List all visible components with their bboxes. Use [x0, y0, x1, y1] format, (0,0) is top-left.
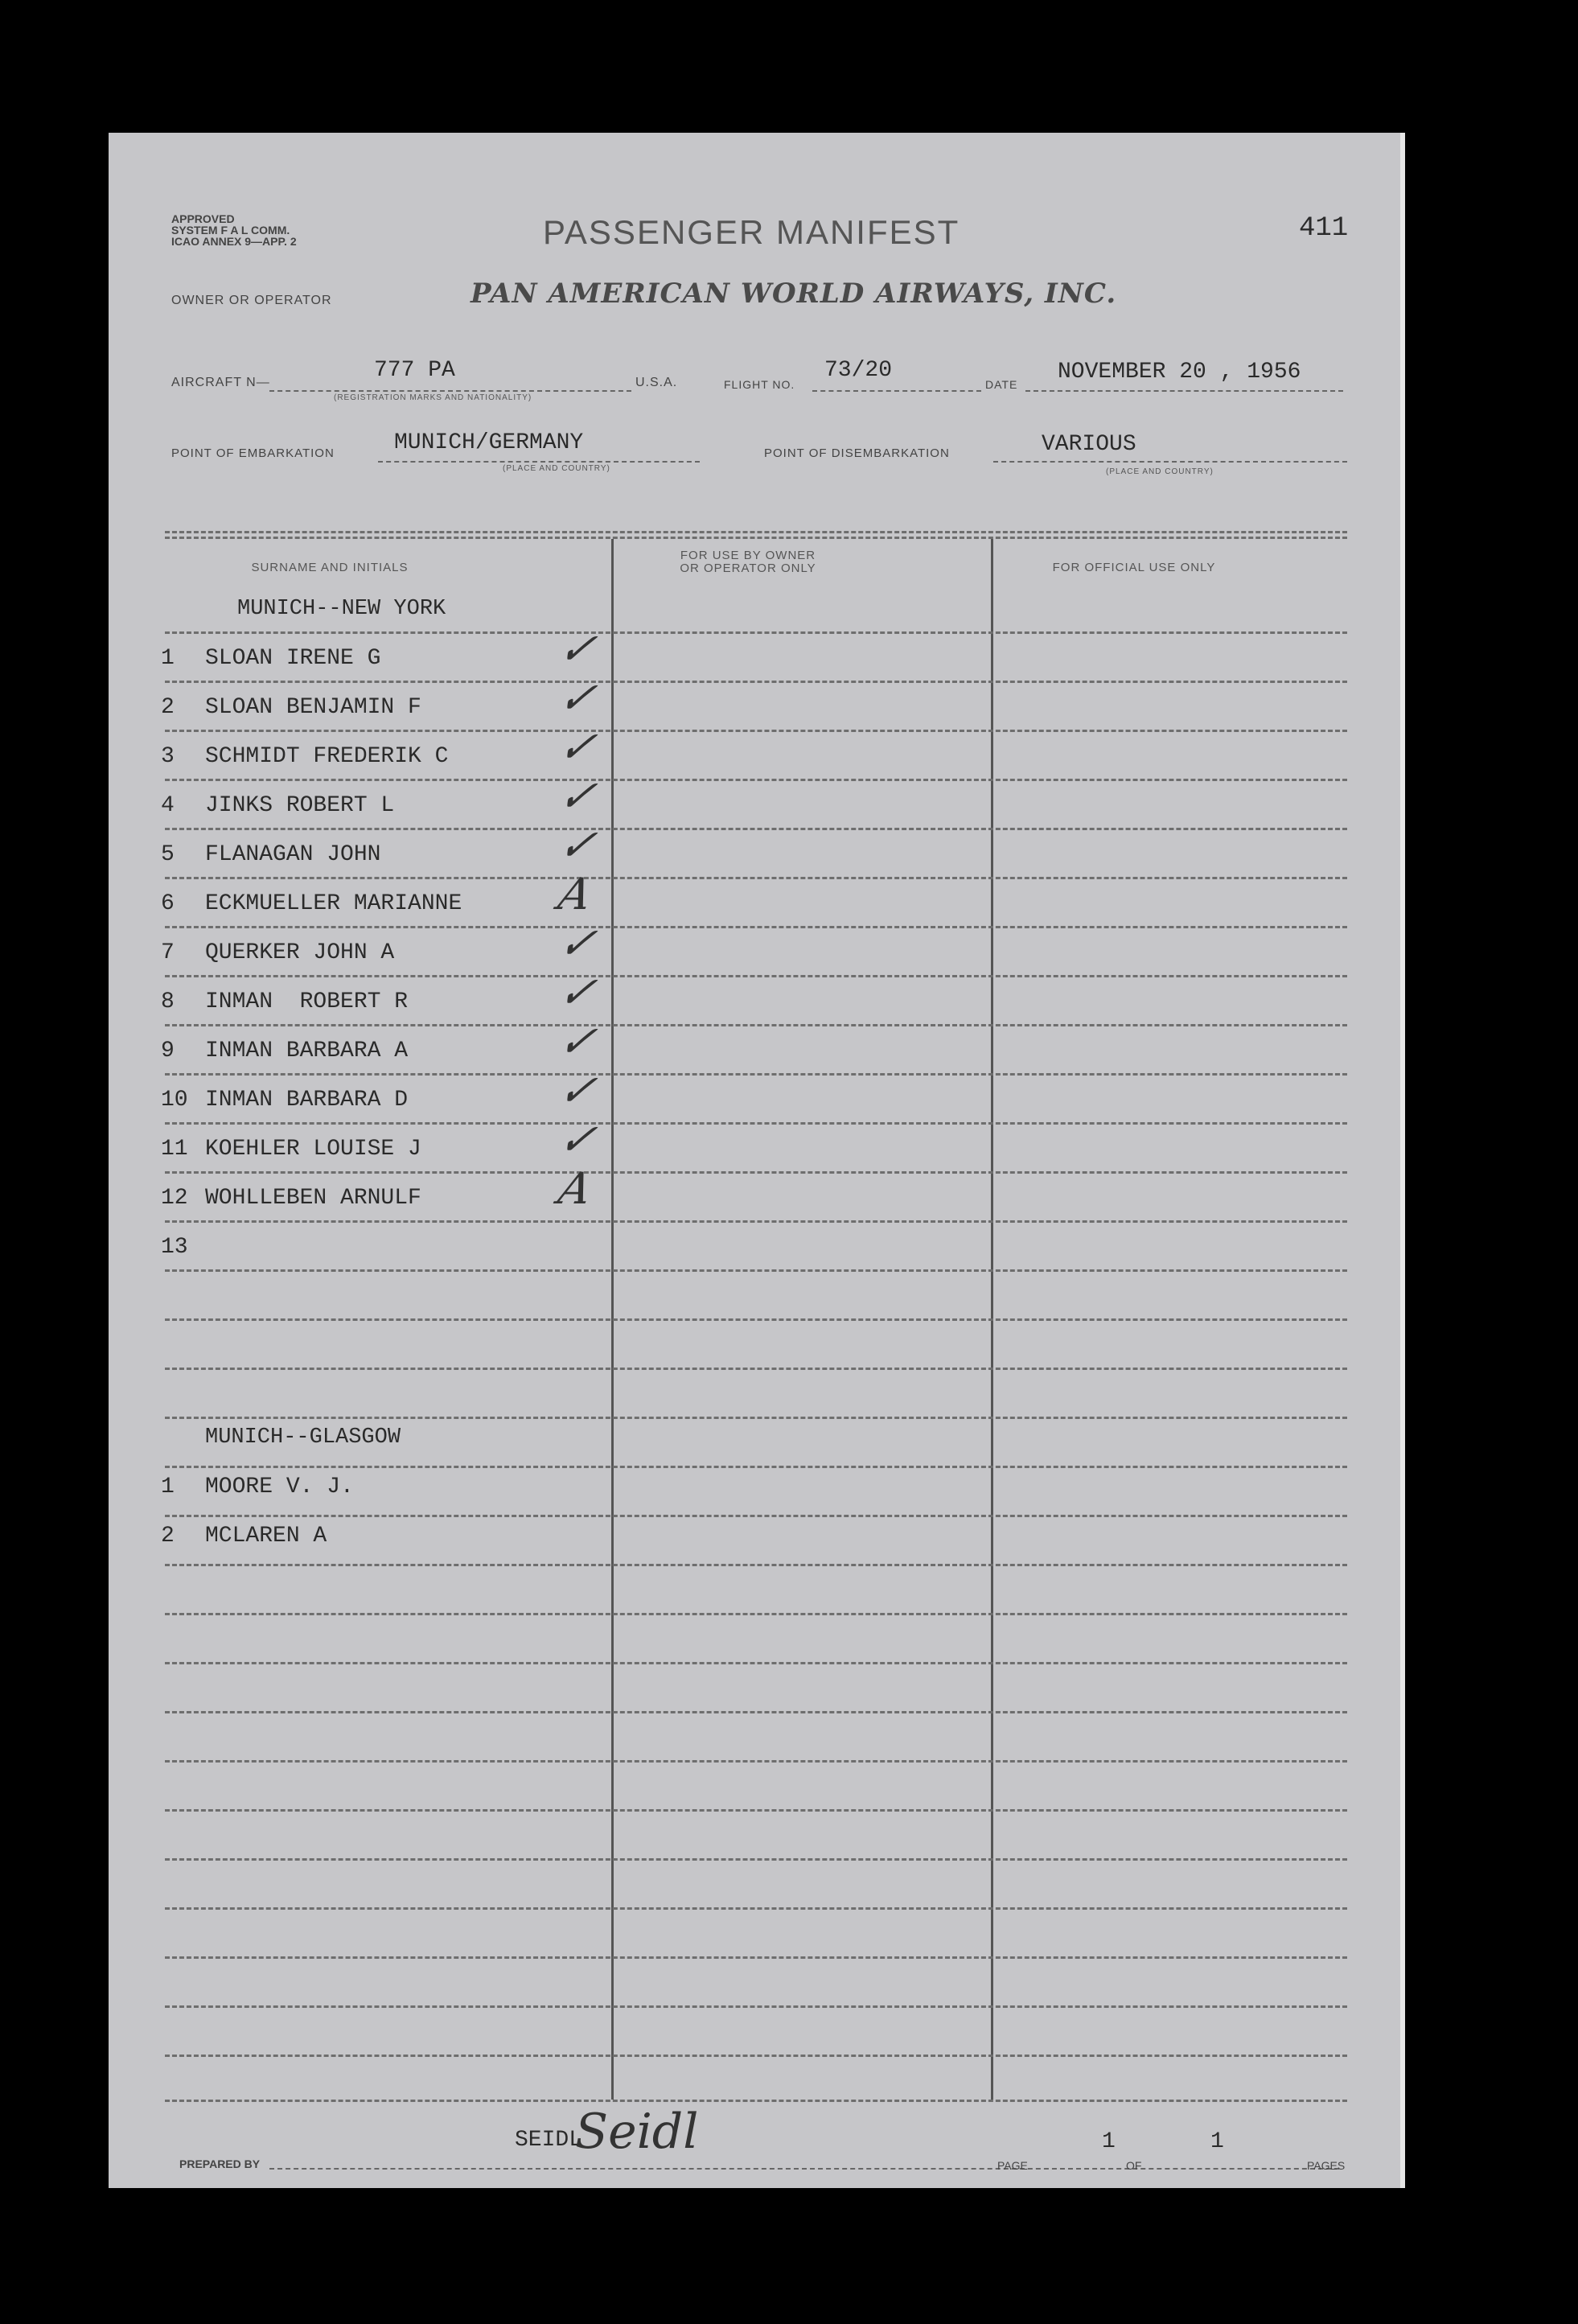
section1-heading: MUNICH--NEW YORK	[237, 597, 446, 621]
row-rule	[165, 2005, 1347, 2008]
row-rule	[165, 681, 1347, 683]
row-number: 2	[161, 695, 175, 720]
flight-underline	[812, 390, 981, 392]
col-official-header: FOR OFFICIAL USE ONLY	[1052, 561, 1216, 574]
approval-line-1: APPROVED	[171, 212, 235, 225]
row-number: 12	[161, 1186, 188, 1211]
row-number: 8	[161, 989, 175, 1014]
aircraft-note: (REGISTRATION MARKS AND NATIONALITY)	[334, 393, 532, 402]
flight-value: 73/20	[824, 358, 893, 383]
row-number: 6	[161, 891, 175, 916]
check-mark-icon: ✓	[554, 967, 602, 1018]
embark-underline	[378, 461, 700, 463]
passenger-name: SCHMIDT FREDERIK C	[205, 744, 449, 769]
row-rule	[165, 1466, 1347, 1468]
row-rule	[165, 828, 1347, 830]
col-owner-header	[615, 549, 881, 575]
check-mark-icon: ✓	[554, 918, 602, 969]
passenger-name: MCLAREN A	[205, 1524, 327, 1549]
pages-label: PAGES	[1307, 2159, 1346, 2172]
row-rule	[165, 1368, 1347, 1370]
passenger-name: MOORE V. J.	[205, 1475, 354, 1499]
row-rule	[165, 1318, 1347, 1321]
table-top-rule-2	[165, 537, 1347, 539]
passenger-name: JINKS ROBERT L	[205, 793, 395, 818]
row-rule	[165, 1171, 1347, 1174]
row-rule	[165, 1515, 1347, 1517]
row-rule	[165, 779, 1347, 781]
footer-rule	[165, 2100, 1347, 2102]
passenger-name: SLOAN IRENE G	[205, 646, 381, 671]
row-rule	[165, 1122, 1347, 1125]
disembark-value: VARIOUS	[1042, 432, 1136, 457]
col-owner-header-line2: OR OPERATOR ONLY	[680, 561, 816, 575]
page-label: PAGE	[997, 2159, 1028, 2172]
passenger-name: KOEHLER LOUISE J	[205, 1137, 421, 1162]
prepared-underline	[269, 2168, 1339, 2170]
check-mark-icon: ✓	[554, 771, 602, 821]
of-label: OF	[1126, 2159, 1142, 2172]
section2-heading: MUNICH--GLASGOW	[205, 1425, 401, 1450]
row-rule	[165, 730, 1347, 732]
absent-mark: A	[554, 1163, 597, 1214]
usa-label: U.S.A.	[635, 376, 678, 389]
row-rule	[165, 2055, 1347, 2057]
row-rule	[165, 1760, 1347, 1763]
row-rule	[165, 1956, 1347, 1959]
passenger-name: ECKMUELLER MARIANNE	[205, 891, 462, 916]
row-rule	[165, 1711, 1347, 1713]
row-rule	[165, 1858, 1347, 1861]
approval-block	[171, 213, 297, 247]
passenger-name: SLOAN BENJAMIN F	[205, 695, 421, 720]
check-mark-icon: ✓	[554, 1114, 602, 1165]
check-mark-icon: ✓	[554, 722, 602, 772]
aircraft-label: AIRCRAFT N—	[171, 376, 270, 389]
embark-note: (PLACE AND COUNTRY)	[503, 464, 610, 473]
prepared-value: SEIDL	[515, 2128, 583, 2153]
row-number: 1	[161, 1475, 175, 1499]
row-rule	[165, 1220, 1347, 1223]
row-number: 5	[161, 842, 175, 867]
row-number: 13	[161, 1235, 188, 1260]
check-mark-icon: ✓	[554, 1016, 602, 1067]
aircraft-value: 777 PA	[374, 358, 455, 383]
row-rule	[165, 1809, 1347, 1812]
approval-line-3: ICAO ANNEX 9—APP. 2	[171, 235, 297, 248]
aircraft-underline	[269, 390, 631, 392]
disembark-label: POINT OF DISEMBARKATION	[764, 446, 950, 460]
row-number: 2	[161, 1524, 175, 1549]
passenger-name: WOHLLEBEN ARNULF	[205, 1186, 421, 1211]
row-rule	[165, 1613, 1347, 1615]
row-rule	[165, 877, 1347, 879]
row-rule	[165, 1417, 1347, 1419]
embark-label: POINT OF EMBARKATION	[171, 446, 335, 460]
page-number: 411	[1299, 213, 1349, 244]
row-rule	[165, 1564, 1347, 1566]
passenger-name: FLANAGAN JOHN	[205, 842, 381, 867]
date-value: NOVEMBER 20 , 1956	[1058, 360, 1301, 385]
col-owner-header-line1: FOR USE BY OWNER	[680, 549, 816, 562]
row-rule	[165, 1269, 1347, 1272]
date-label: DATE	[985, 378, 1018, 391]
table-top-rule	[165, 531, 1347, 533]
row-number: 4	[161, 793, 175, 818]
row-number: 7	[161, 940, 175, 965]
prepared-label: PREPARED BY	[179, 2157, 261, 2170]
row-number: 11	[161, 1137, 188, 1162]
row-rule	[165, 926, 1347, 928]
row-rule	[165, 1073, 1347, 1076]
row-rule	[165, 1024, 1347, 1026]
page-value: 1	[1102, 2129, 1116, 2154]
embark-value: MUNICH/GERMANY	[394, 430, 584, 455]
row-rule	[165, 975, 1347, 977]
row-number: 9	[161, 1039, 175, 1063]
check-mark-icon: ✓	[554, 1065, 602, 1116]
owner-label: OWNER OR OPERATOR	[171, 294, 332, 307]
col-surname-header: SURNAME AND INITIALS	[251, 561, 409, 574]
check-mark-icon: ✓	[554, 820, 602, 870]
check-mark-icon: ✓	[554, 623, 602, 674]
row-number: 3	[161, 744, 175, 769]
approval-line-2: SYSTEM F A L COMM.	[171, 224, 290, 237]
row-rule	[165, 1907, 1347, 1910]
of-value: 1	[1210, 2129, 1224, 2154]
manifest-sheet	[109, 133, 1405, 2188]
signature: Seidl	[575, 2104, 699, 2160]
disembark-note: (PLACE AND COUNTRY)	[1106, 467, 1214, 476]
page-title: PASSENGER MANIFEST	[543, 213, 960, 251]
passenger-name: INMAN BARBARA D	[205, 1088, 409, 1113]
check-mark-icon: ✓	[554, 673, 602, 723]
row-rule	[165, 1662, 1347, 1664]
passenger-name: INMAN ROBERT R	[205, 989, 409, 1014]
date-underline	[1025, 390, 1343, 392]
flight-label: FLIGHT NO.	[724, 378, 795, 391]
row-rule	[165, 631, 1347, 634]
disembark-underline	[993, 461, 1347, 463]
absent-mark: A	[554, 869, 597, 919]
row-number: 10	[161, 1088, 188, 1113]
passenger-name: QUERKER JOHN A	[205, 940, 395, 965]
passenger-name: INMAN BARBARA A	[205, 1039, 409, 1063]
owner-value: PAN AMERICAN WORLD AIRWAYS, INC.	[471, 278, 1117, 310]
row-number: 1	[161, 646, 175, 671]
